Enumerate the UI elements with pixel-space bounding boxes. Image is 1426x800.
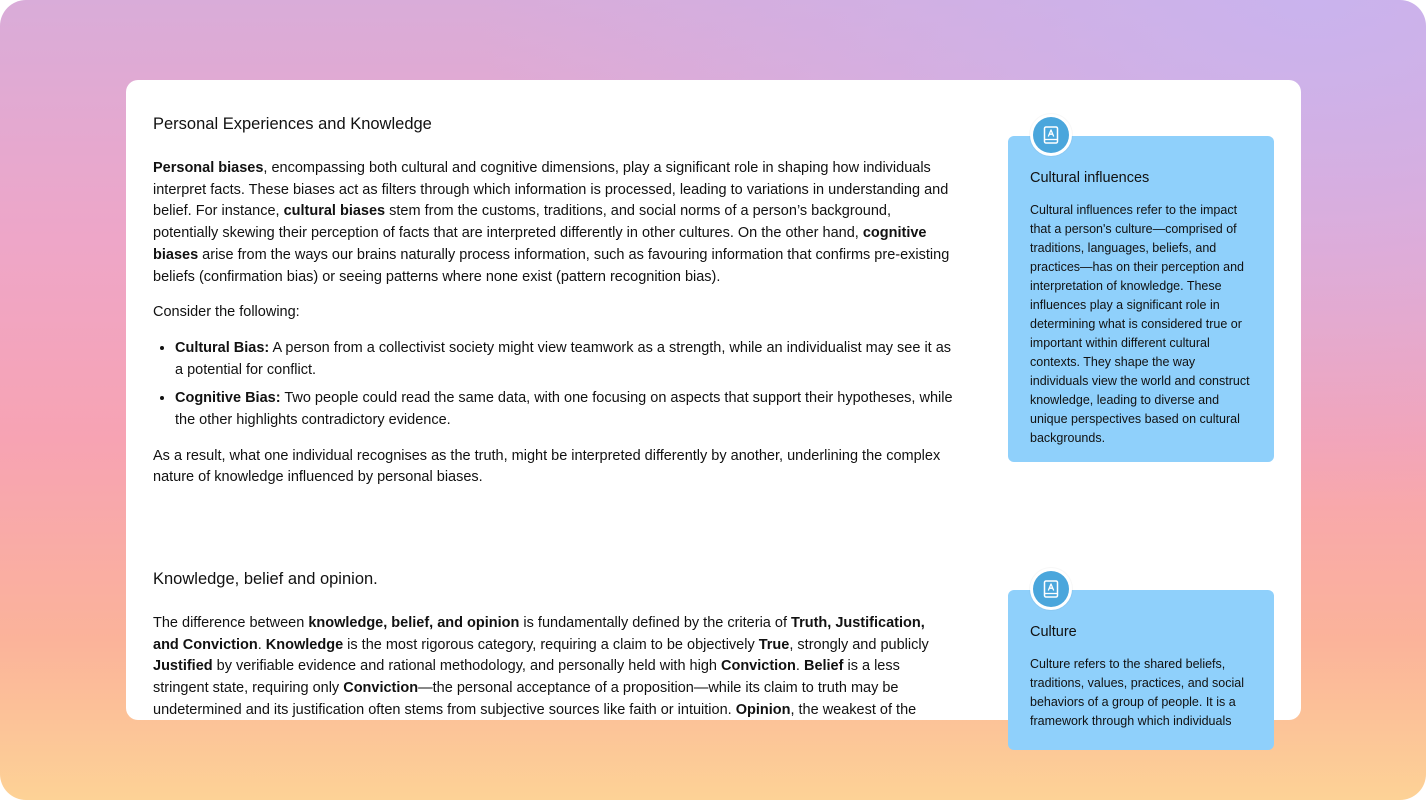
section-heading: Personal Experiences and Knowledge xyxy=(153,115,432,133)
text-run: The difference between xyxy=(153,615,309,631)
emphasis-text: Personal biases xyxy=(153,160,264,176)
glossary-body: Culture refers to the shared beliefs, traditions, values, practices, and social behaviors of a group of people. It is a framework through which individuals xyxy=(1030,657,1244,728)
content-card xyxy=(126,80,1301,728)
text-run: is a less stringent state, requiring only xyxy=(153,658,900,697)
emphasis-text: cognitive biases xyxy=(153,225,927,263)
conclusion-paragraph: As a result, what one individual recognises as the truth, might be interpreted differently by another, underlining the complex nature of knowledge influenced by personal biases. xyxy=(153,447,941,486)
emphasis-text: knowledge, belief, and opinion xyxy=(308,615,520,631)
emphasis-text: Opinion xyxy=(735,701,791,718)
emphasis-text: Justified xyxy=(153,658,213,675)
text-run: , the weakest of the xyxy=(790,701,917,718)
text-run: , encompassing both cultural and cognitive dimensions, play a significant role in shaping how individuals interpret facts. These biases act as filters through which information is processed, leading to variations in understanding and belief. For instance, xyxy=(153,160,949,220)
text-run: —the personal acceptance of a proposition—while its claim to truth may be undetermined and its justification often stems from subjective sources like faith or intuition. xyxy=(153,680,899,718)
section-knowledge-belief-opinion xyxy=(153,569,953,736)
bullet-text: A person from a collectivist society might view teamwork as a strength, while an individualist may see it as a potential for conflict. xyxy=(175,339,952,378)
section-heading: Knowledge, belief and opinion. xyxy=(153,570,378,588)
glossary-title: Cultural influences xyxy=(1030,170,1150,186)
intro-paragraph xyxy=(153,613,953,722)
glossary-badge xyxy=(1030,568,1072,610)
text-run: . xyxy=(795,658,804,675)
book-icon xyxy=(1033,571,1069,607)
emphasis-text: Truth, Justification, and Conviction xyxy=(153,615,925,653)
list-item xyxy=(175,338,953,381)
bullet-label: Cognitive Bias: xyxy=(175,390,281,407)
glossary-badge xyxy=(1030,114,1072,156)
bullet-label: Cultural Bias: xyxy=(175,339,270,356)
emphasis-text: True xyxy=(758,636,790,653)
book-icon xyxy=(1033,117,1069,153)
section-personal-experiences xyxy=(153,114,953,503)
glossary-card-cultural-influences xyxy=(1008,136,1274,462)
bullet-text: Two people could read the same data, with one focusing on aspects that support their hypotheses, while the other highlights contradictory evidence. xyxy=(175,390,953,429)
emphasis-text: cultural biases xyxy=(283,203,386,220)
text-run: is the most rigorous category, requiring a claim to be objectively xyxy=(343,636,759,653)
text-run: stem from the customs, traditions, and social norms of a person’s background, potentially skewing their perception of facts that are interpreted differently in other cultures. On the other hand, xyxy=(153,203,891,242)
intro-paragraph xyxy=(153,158,953,288)
text-run: is fundamentally defined by the criteria of xyxy=(519,615,792,631)
glossary-card-culture xyxy=(1008,590,1274,750)
text-run: , strongly and publicly xyxy=(789,636,929,653)
emphasis-text: Knowledge xyxy=(265,636,344,653)
text-run: by verifiable evidence and rational methodology, and personally held with high xyxy=(212,658,721,675)
list-item xyxy=(175,388,953,431)
emphasis-text: Conviction xyxy=(720,658,796,675)
text-run: . xyxy=(257,636,266,653)
bias-list xyxy=(153,338,953,432)
text-run: arise from the ways our brains naturally process information, such as favouring information that confirms pre-existing beliefs (confirmation bias) or seeing patterns where none exist (pattern recognition bias). xyxy=(153,246,950,285)
glossary-title: Culture xyxy=(1030,624,1077,640)
glossary-body: Cultural influences refer to the impact that a person's culture—comprised of traditions, languages, beliefs, and practices—has on their perception and interpretation of knowledge. These influences play a significant role in determining what is considered true or important within different cultural contexts. They shape the way individuals view the world and construct knowledge, leading to diverse and unique perspectives based on cultural backgrounds. xyxy=(1030,203,1250,445)
emphasis-text: Conviction xyxy=(343,680,419,697)
emphasis-text: Belief xyxy=(803,658,844,675)
consider-text: Consider the following: xyxy=(153,304,300,321)
